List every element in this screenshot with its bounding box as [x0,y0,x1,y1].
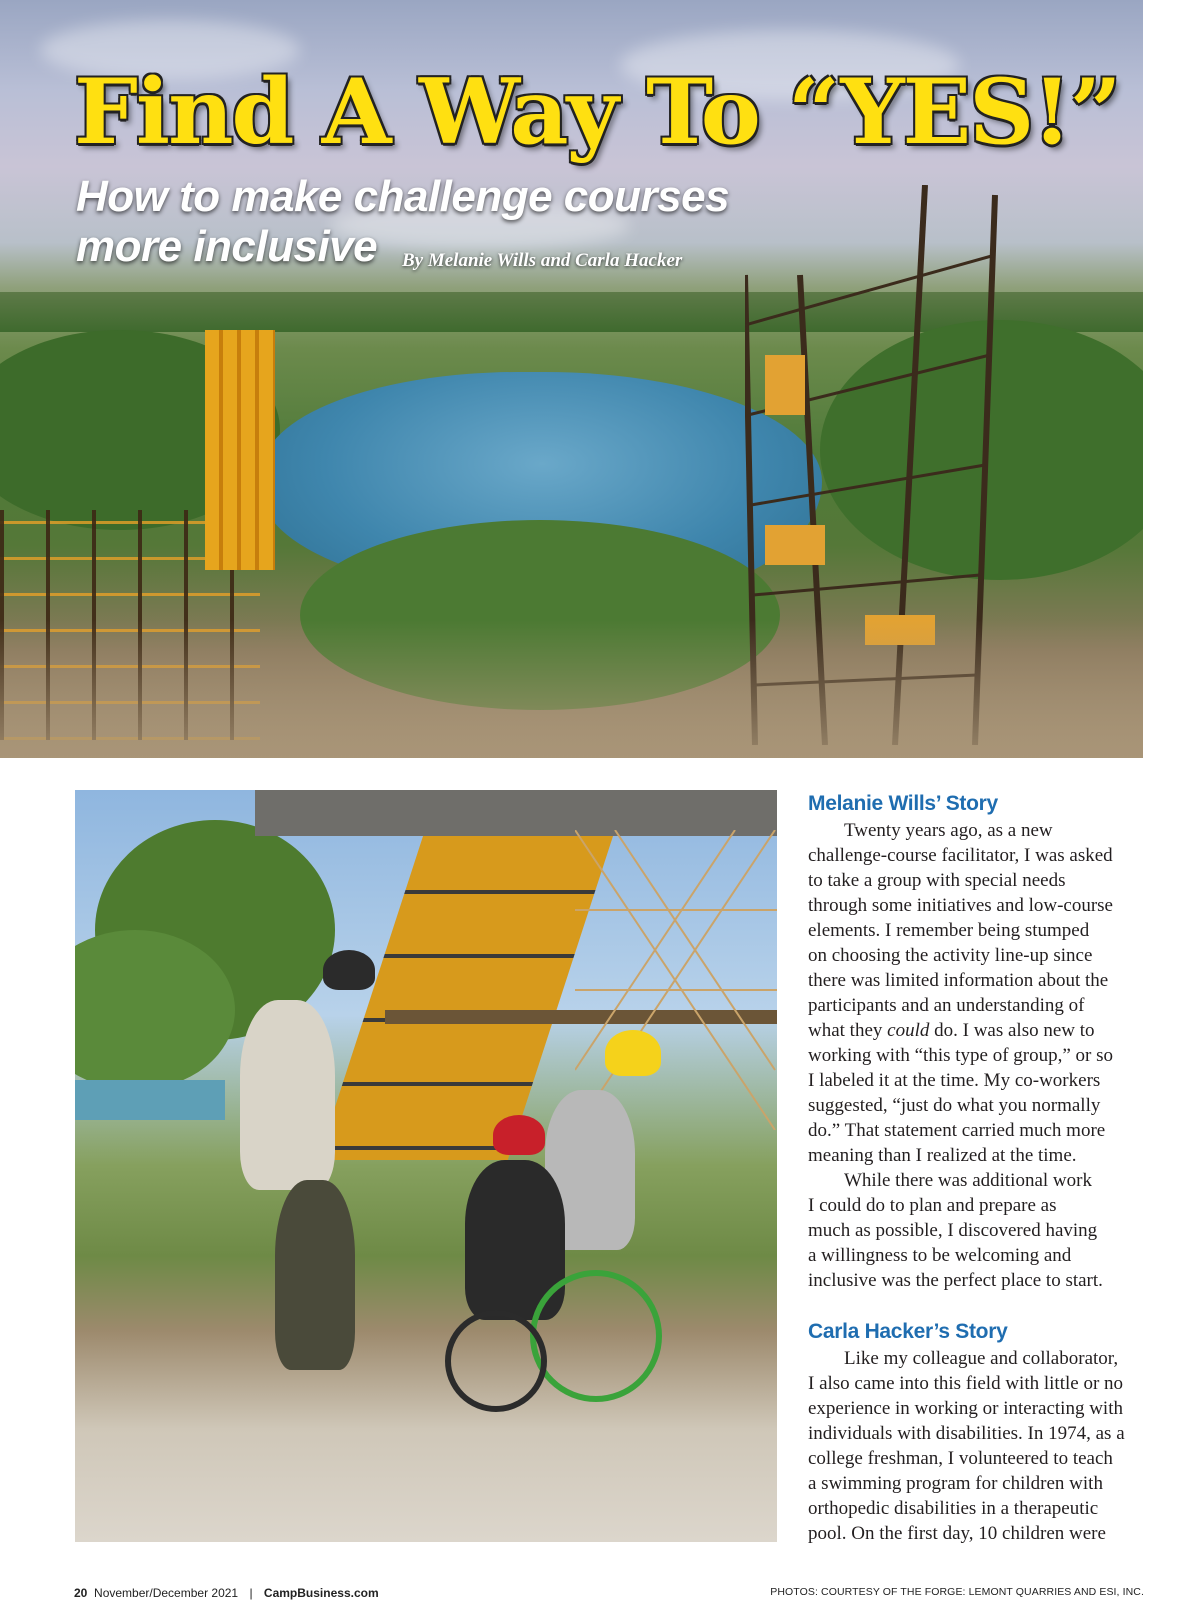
yellow-helmet [605,1030,661,1076]
text-line: through some initiatives and low-course [808,895,1113,916]
wheelchair-wheel [445,1310,547,1412]
text-line: Like my colleague and collaborator, [844,1348,1119,1369]
text-line: experience in working or interacting with [808,1398,1123,1419]
page-title: Find A Way To “YES!” [74,59,1120,165]
paragraph [808,818,1144,1168]
text-line: working with “this type of group,” or so [808,1045,1114,1066]
orange-climbing-tower [205,330,275,570]
section-heading: Carla Hacker’s Story [808,1320,1008,1343]
hero-photo [0,0,1143,758]
text-line: I also came into this field with little or no [808,1373,1124,1394]
facilitator-legs [275,1180,355,1370]
gravel-ground [0,620,1143,758]
facilitator-left [240,1000,335,1190]
emphasis: could [887,1020,930,1041]
site-link[interactable]: CampBusiness.com [263,1586,379,1600]
folio [74,1586,379,1600]
text-line: a willingness to be welcoming and [808,1245,1072,1266]
text-fragment: do. I was also new to [929,1020,1095,1041]
text-line: college freshman, I volunteered to teach [808,1448,1113,1469]
subtitle-line: more inclusive [76,222,378,271]
text-line: meaning than I realized at the time. [808,1145,1077,1166]
wheelchair-course-photo [75,790,777,1542]
red-helmet [493,1115,545,1155]
text-line: participants and an understanding of [808,995,1085,1016]
text-line: do.” That statement carried much more [808,1120,1106,1141]
text-line: inclusive was the perfect place to start. [808,1270,1103,1291]
issue-date: November/December 2021 [94,1586,239,1600]
article-body [808,790,1144,1546]
text-line: I could do to plan and prepare as [808,1195,1057,1216]
text-line: much as possible, I discovered having [808,1220,1098,1241]
paragraph [808,1346,1144,1546]
byline: By Melanie Wills and Carla Hacker [402,250,683,271]
text-line: pool. On the first day, 10 children were [808,1523,1106,1544]
bandana [323,950,375,990]
text-line: Twenty years ago, as a new [844,820,1053,841]
text-line: challenge-course facilitator, I was asked [808,845,1113,866]
text-line: While there was additional work [844,1170,1092,1191]
paragraph [808,1168,1144,1293]
wheelchair-wheel [530,1270,662,1402]
text-line: orthopedic disabilities in a therapeutic [808,1498,1099,1519]
separator: | [249,1586,253,1600]
text-fragment: what they [808,1020,888,1041]
text-line: suggested, “just do what you normally [808,1095,1101,1116]
text-line: elements. I remember being stumped [808,920,1090,941]
text-line: to take a group with special needs [808,870,1066,891]
text-line: I labeled it at the time. My co-workers [808,1070,1101,1091]
text-line: a swimming program for children with [808,1473,1103,1494]
page-number: 20 [74,1586,88,1600]
text-line: individuals with disabilities. In 1974, as a [808,1423,1125,1444]
photo-credit: PHOTOS: COURTESY OF THE FORGE: LEMONT QUARRIES AND ESI, INC. [770,1586,1144,1598]
text-line: there was limited information about the [808,970,1109,991]
subtitle-line: How to make challenge courses [76,172,730,221]
section-heading: Melanie Wills’ Story [808,792,998,815]
text-line [772,1018,1144,1043]
text-line: on choosing the activity line-up since [808,945,1093,966]
lake-water [75,1080,225,1120]
rope-net [575,830,777,1130]
